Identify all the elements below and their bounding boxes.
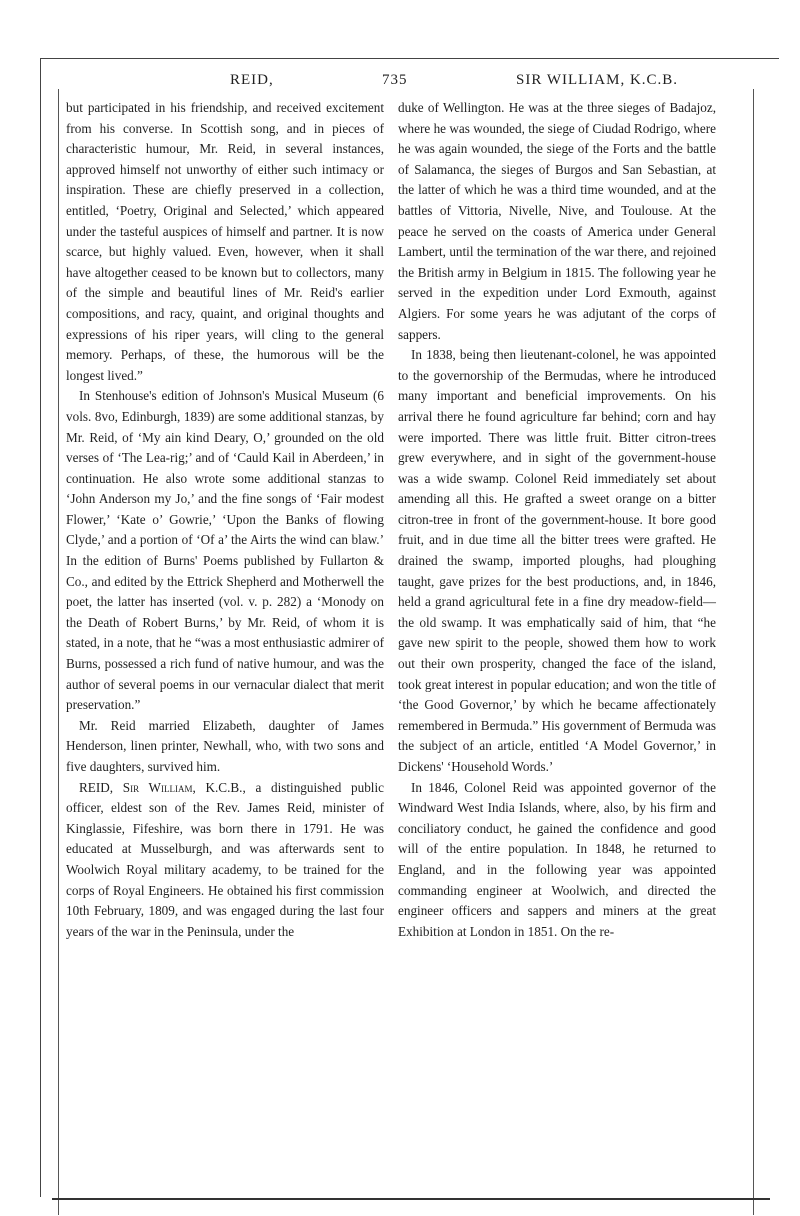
left-column (66, 98, 384, 942)
header-left: REID, (230, 72, 274, 88)
biography-entry (66, 778, 384, 943)
paragraph: Mr. Reid married Elizabeth, daughter of James Henderson, linen printer, Newhall, who, with two sons and five daughters, survived him. (66, 717, 384, 774)
running-header (70, 72, 745, 92)
page-border-bottom (52, 1198, 770, 1200)
paragraph: duke of Wellington. He was at the three sieges of Badajoz, where he was wounded, the siege of Ciudad Rodrigo, where he was again wounded, the siege of the Forts and the battle of Salamanca, the sieges of Burgos and San Sebastian, at the latter of which he was a third time wounded, and at the battles of Vittoria, Nivelle, Nive, and Toulouse. At the peace he served on the coasts of America under General Lambert, until the termination of the war there, and rejoined the British army in Belgium in 1815. The following year he served in the expedition under Lord Exmouth, against Algiers. For some years he was adjutant of the corps of sappers. (398, 100, 716, 342)
right-column (398, 98, 716, 942)
header-right: SIR WILLIAM, K.C.B. (516, 72, 679, 88)
page-number: 735 (382, 72, 408, 88)
paragraph: but participated in his friendship, and received excitement from his converse. In Scottish song, and in pieces of characteristic humour, Mr. Reid, in several instances, approved himself not unworthy of either such intimacy or inspiration. These are chiefly preserved in a collection, entitled, ‘Poetry, Original and Selected,’ which appeared under the tasteful auspices of himself and partner. It is now scarce, but highly valued. Even, however, when it shall have altogether ceased to be known but to collectors, many of the simple and beautiful lines of Mr. Reid's earlier compositions, and racy, quaint, and original thoughts and expressions of his riper years, will cling to the general memory. Perhaps, of these, the humorous will be the longest lived.” (66, 100, 384, 383)
paragraph: In 1846, Colonel Reid was appointed governor of the Windward West India Islands, where, also, by his firm and conciliatory conduct, he gained the confidence and good will of the entire population. In 1848, he returned to England, and in the following year was appointed commanding engineer at Woolwich, and directed the engineer officers and sappers and miners at the great Exhibition at London in 1851. On the re- (398, 779, 716, 939)
paragraph: In 1838, being then lieutenant-colonel, he was appointed to the governorship of the Bermudas, where he introduced many important and beneficial improvements. On his arrival there he found agriculture far behind; corn and hay were imported. There was little fruit. Bitter citron-trees grew everywhere, and in sight of the government-house was a wide swamp. Colonel Reid immediately set about amending all this. He grafted a sweet orange on a bitter citron-tree in front of the government-house. It bore good fruit, and in due time all the bitter trees were grafted. He drained the swamp, imported ploughs, had ploughing taught, gave prizes for the best productions, and, in 1846, held a grand agricultural fete in a fine dry meadow-field—the old swamp. It was emphatically said of him, that “he gave new spirit to the people, showed them how to work out their own prosperity, changed the face of the island, took great interest in popular education; and won the title of ‘the Good Governor,’ by which he became affectionately remembered in Bermuda.” His government of Bermuda was the subject of an article, entitled ‘A Model Governor,’ in Dickens' ‘Household Words.’ (398, 347, 716, 774)
paragraph: In Stenhouse's edition of Johnson's Musical Museum (6 vols. 8vo, Edinburgh, 1839) are some additional stanzas, by Mr. Reid, of ‘My ain kind Deary, O,’ grounded on the old verses of ‘The Lea-rig;’ and of ‘Cauld Kail in Aberdeen,’ in continuation. He also wrote some additional stanzas to ‘John Anderson my Jo,’ and the fine songs of ‘Fair modest Flower,’ ‘Kate o’ Gowrie,’ ‘Upon the Banks of flowing Clyde,’ and a portion of ‘Of a’ the Airts the wind can blaw.’ In the edition of Burns' Poems published by Fullarton & Co., and edited by the Ettrick Shepherd and Motherwell the poet, the latter has inserted (vol. v. p. 282) a ‘Monody on the Death of Robert Burns,’ by Mr. Reid, of whom it is stated, in a note, that he “was a most enthusiastic admirer of Burns, possessed a rich fund of native humour, and was the author of several poems in our vernacular dialect that merit preservation.” (66, 388, 384, 713)
entry-text: K.C.B., a distinguished public officer, eldest son of the Rev. James Reid, minister of Kinglassie, Fifeshire, was born there in 1791. He was educated at Musselburgh, and was afterwards sent to Woolwich Royal military academy, to be trained for the corps of Royal Engineers. He obtained his first commission 10th February, 1809, and was engaged during the last four years of the war in the Peninsula, under the (66, 779, 384, 939)
entry-name: REID, Sir William, (79, 779, 196, 795)
